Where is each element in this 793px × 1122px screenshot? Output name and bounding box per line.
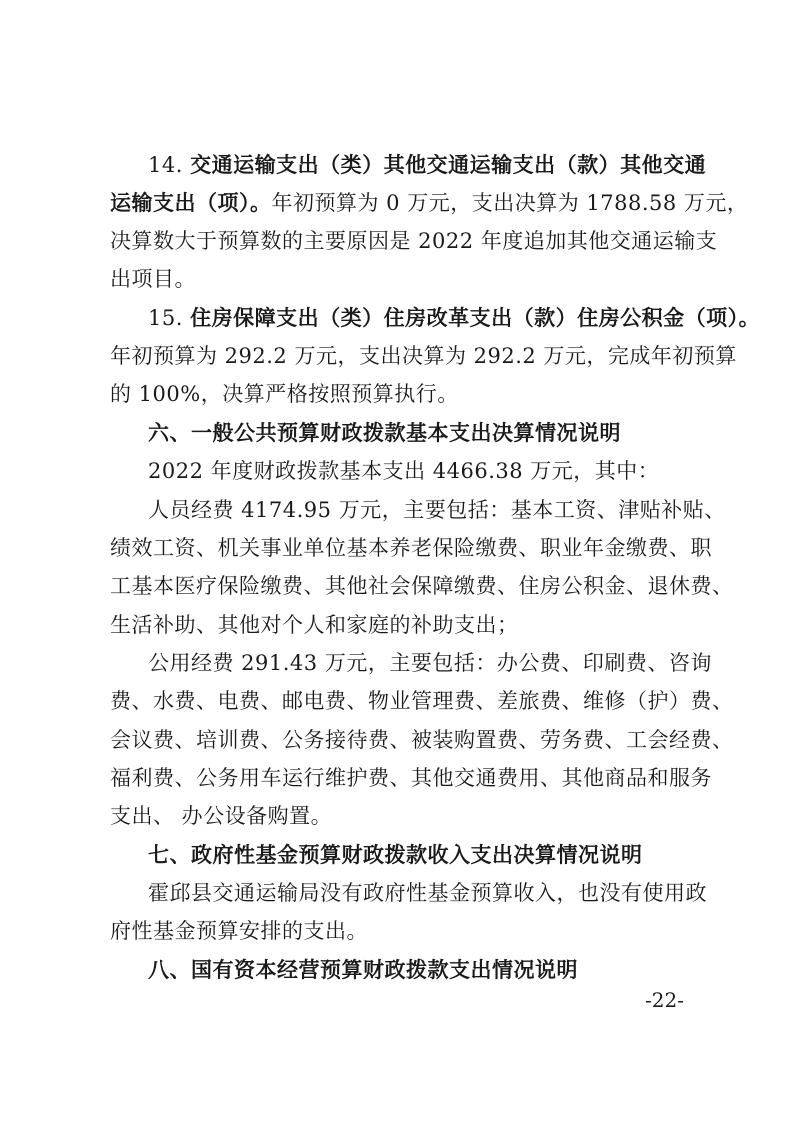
section-7-line-2: 府性基金预算安排的支出。 [110, 919, 368, 943]
personnel-line-1: 人员经费 4174.95 万元，主要包括：基本工资、津贴补贴、 [148, 498, 726, 522]
public-line-5: 支出、 办公设备购置。 [110, 804, 333, 828]
item-15-number: 15. [148, 306, 183, 330]
item-14-line-3: 决算数大于预算数的主要原因是 2022 年度追加其他交通运输支 [110, 229, 718, 253]
personnel-line-3: 工基本医疗保险缴费、其他社会保障缴费、住房公积金、退休费、 [110, 574, 734, 598]
item-15-title: 住房保障支出（类）住房改革支出（款）住房公积金（项）。 [190, 306, 761, 330]
section-7-line-1: 霍邱县交通运输局没有政府性基金预算收入，也没有使用政 [148, 881, 707, 905]
section-6-paragraph-1: 2022 年度财政拨款基本支出 4466.38 万元，其中： [148, 459, 660, 483]
item-15-line-3: 的 100%，决算严格按照预算执行。 [110, 382, 459, 406]
public-line-1: 公用经费 291.43 万元，主要包括：办公费、印刷费、咨询 [148, 651, 712, 675]
public-line-2: 费、水费、电费、邮电费、物业管理费、差旅费、维修（护）费、 [110, 689, 734, 713]
public-line-3: 会议费、培训费、公务接待费、被装购置费、劳务费、工会经费、 [110, 728, 734, 752]
personnel-line-2: 绩效工资、机关事业单位基本养老保险缴费、职业年金缴费、职 [110, 536, 712, 560]
page-number: -22- [645, 988, 684, 1012]
section-6-heading: 六、一般公共预算财政拨款基本支出决算情况说明 [148, 421, 621, 445]
personnel-line-4: 生活补助、其他对个人和家庭的补助支出； [110, 613, 519, 637]
item-14-line-2 [110, 188, 748, 218]
item-15-line-1 [148, 303, 760, 333]
public-line-4: 福利费、公务用车运行维护费、其他交通费用、其他商品和服务 [110, 766, 712, 790]
item-14-budget-text: 年初预算为 0 万元，支出决算为 1788.58 万元， [271, 191, 749, 215]
item-14-title-part-1: 交通运输支出（类）其他交通运输支出（款）其他交通 [190, 153, 707, 177]
item-14-number: 14. [148, 153, 183, 177]
item-14-line-4: 出项目。 [110, 267, 196, 291]
item-14-line-1 [148, 150, 706, 180]
item-15-line-2: 年初预算为 292.2 万元，支出决算为 292.2 万元，完成年初预算 [110, 344, 737, 368]
item-14-title-part-2: 运输支出（项）。 [110, 191, 272, 215]
section-7-heading: 七、政府性基金预算财政拨款收入支出决算情况说明 [148, 843, 643, 867]
section-8-heading: 八、国有资本经营预算财政拨款支出情况说明 [148, 958, 578, 982]
